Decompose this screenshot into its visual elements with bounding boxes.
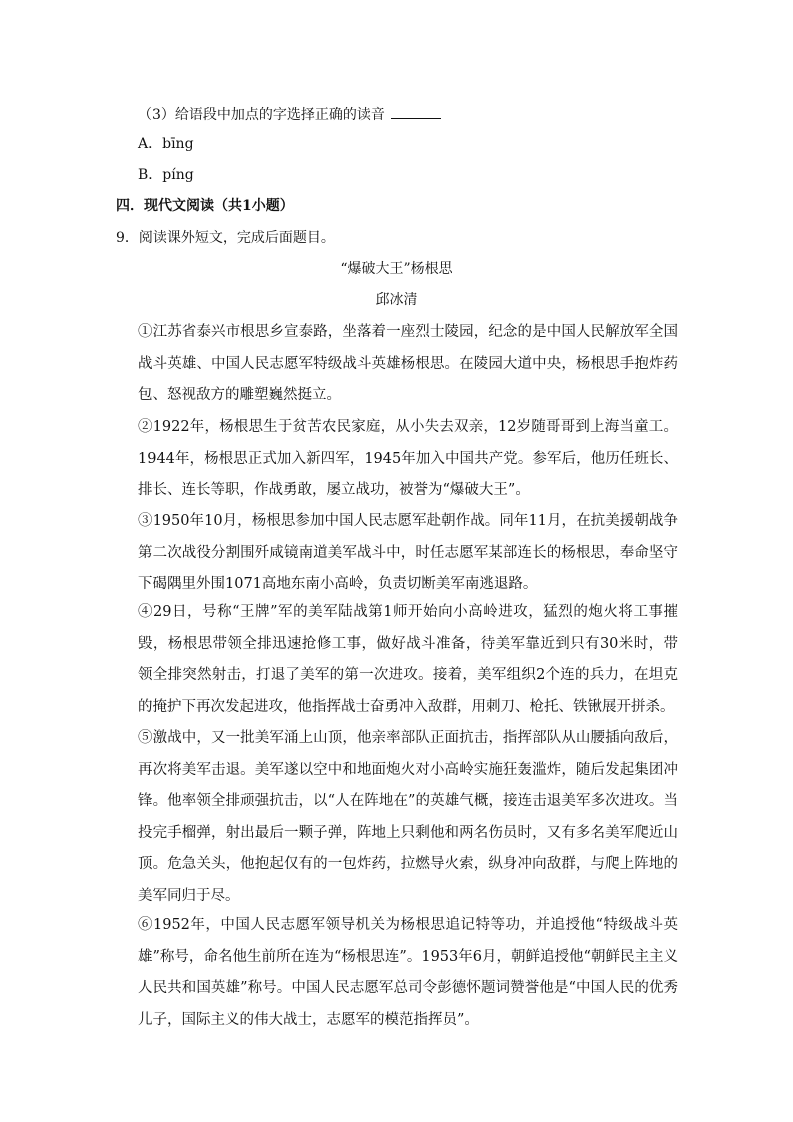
article-paragraph-3: ③1950年10月，杨根思参加中国人民志愿军赴朝作战。同年11月，在抗美援朝战争第二次战役分割围歼咸镜南道美军战斗中，时任志愿军某部连长的杨根思，奉命坚守下碣隅里外围1071高地东南小高岭，负责切断美军南逃退路。 — [138, 513, 678, 592]
option-b: B．píng — [138, 167, 194, 183]
question-9-intro: 9．阅读课外短文，完成后面题目。 — [116, 230, 335, 246]
article-title: “爆破大王”杨根思 — [340, 261, 453, 277]
section-heading: 四．现代文阅读（共1小题） — [116, 198, 294, 214]
question-3 — [138, 104, 441, 125]
article-author: 邱冰清 — [375, 292, 418, 308]
article-paragraph-6: ⑥1952年，中国人民志愿军领导机关为杨根思追记特等功，并追授他“特级战斗英雄”称号，命名他生前所在连为“杨根思连”。1953年6月，朝鲜追授他“朝鲜民主主义人民共和国英雄”称号。中国人民志愿军总司令彭德怀题词赞誉他是“中国人民的优秀儿子，国际主义的伟大战士，志愿军的模范指挥员”。 — [138, 917, 678, 1028]
article-paragraph-5: ⑤激战中，又一批美军涌上山顶，他亲率部队正面抗击，指挥部队从山腰插向敌后，再次将美军击退。美军遂以空中和地面炮火对小高岭实施狂轰滥炸，随后发起集团冲锋。他率领全排顽强抗击，以“人在阵地在”的英雄气概，接连击退美军多次进攻。当投完手榴弹，射出最后一颗子弹，阵地上只剩他和两名伤员时，又有多名美军爬近山顶。危急关头，他抱起仅有的一包炸药，拉燃导火索，纵身冲向敌群，与爬上阵地的美军同归于尽。 — [138, 730, 678, 904]
article-paragraph-2: ②1922年，杨根思生于贫苦农民家庭，从小失去双亲，12岁随哥哥到上海当童工。1944年，杨根思正式加入新四军，1945年加入中国共产党。参军后，他历任班长、排长、连长等职，作战勇敢，屡立战功，被誉为“爆破大王”。 — [138, 419, 678, 498]
answer-blank — [391, 104, 441, 119]
article-paragraph-4: ④29日，号称“王牌”军的美军陆战第1师开始向小高岭进攻，猛烈的炮火将工事摧毁，杨根思带领全排迅速抢修工事，做好战斗准备，待美军靠近到只有30米时，带领全排突然射击，打退了美军的第一次进攻。接着，美军组织2个连的兵力，在坦克的掩护下再次发起进攻，他指挥战士奋勇冲入敌群，用刺刀、枪托、铁锹展开拼杀。 — [138, 604, 678, 715]
question-3-prompt: （3）给语段中加点的字选择正确的读音 — [138, 107, 385, 123]
article-paragraph-1: ①江苏省泰兴市根思乡宣泰路，坐落着一座烈士陵园，纪念的是中国人民解放军全国战斗英雄、中国人民志愿军特级战斗英雄杨根思。在陵园大道中央，杨根思手抱炸药包、怒视敌方的雕塑巍然挺立。 — [138, 324, 678, 403]
option-a: A．bīng — [138, 136, 194, 152]
